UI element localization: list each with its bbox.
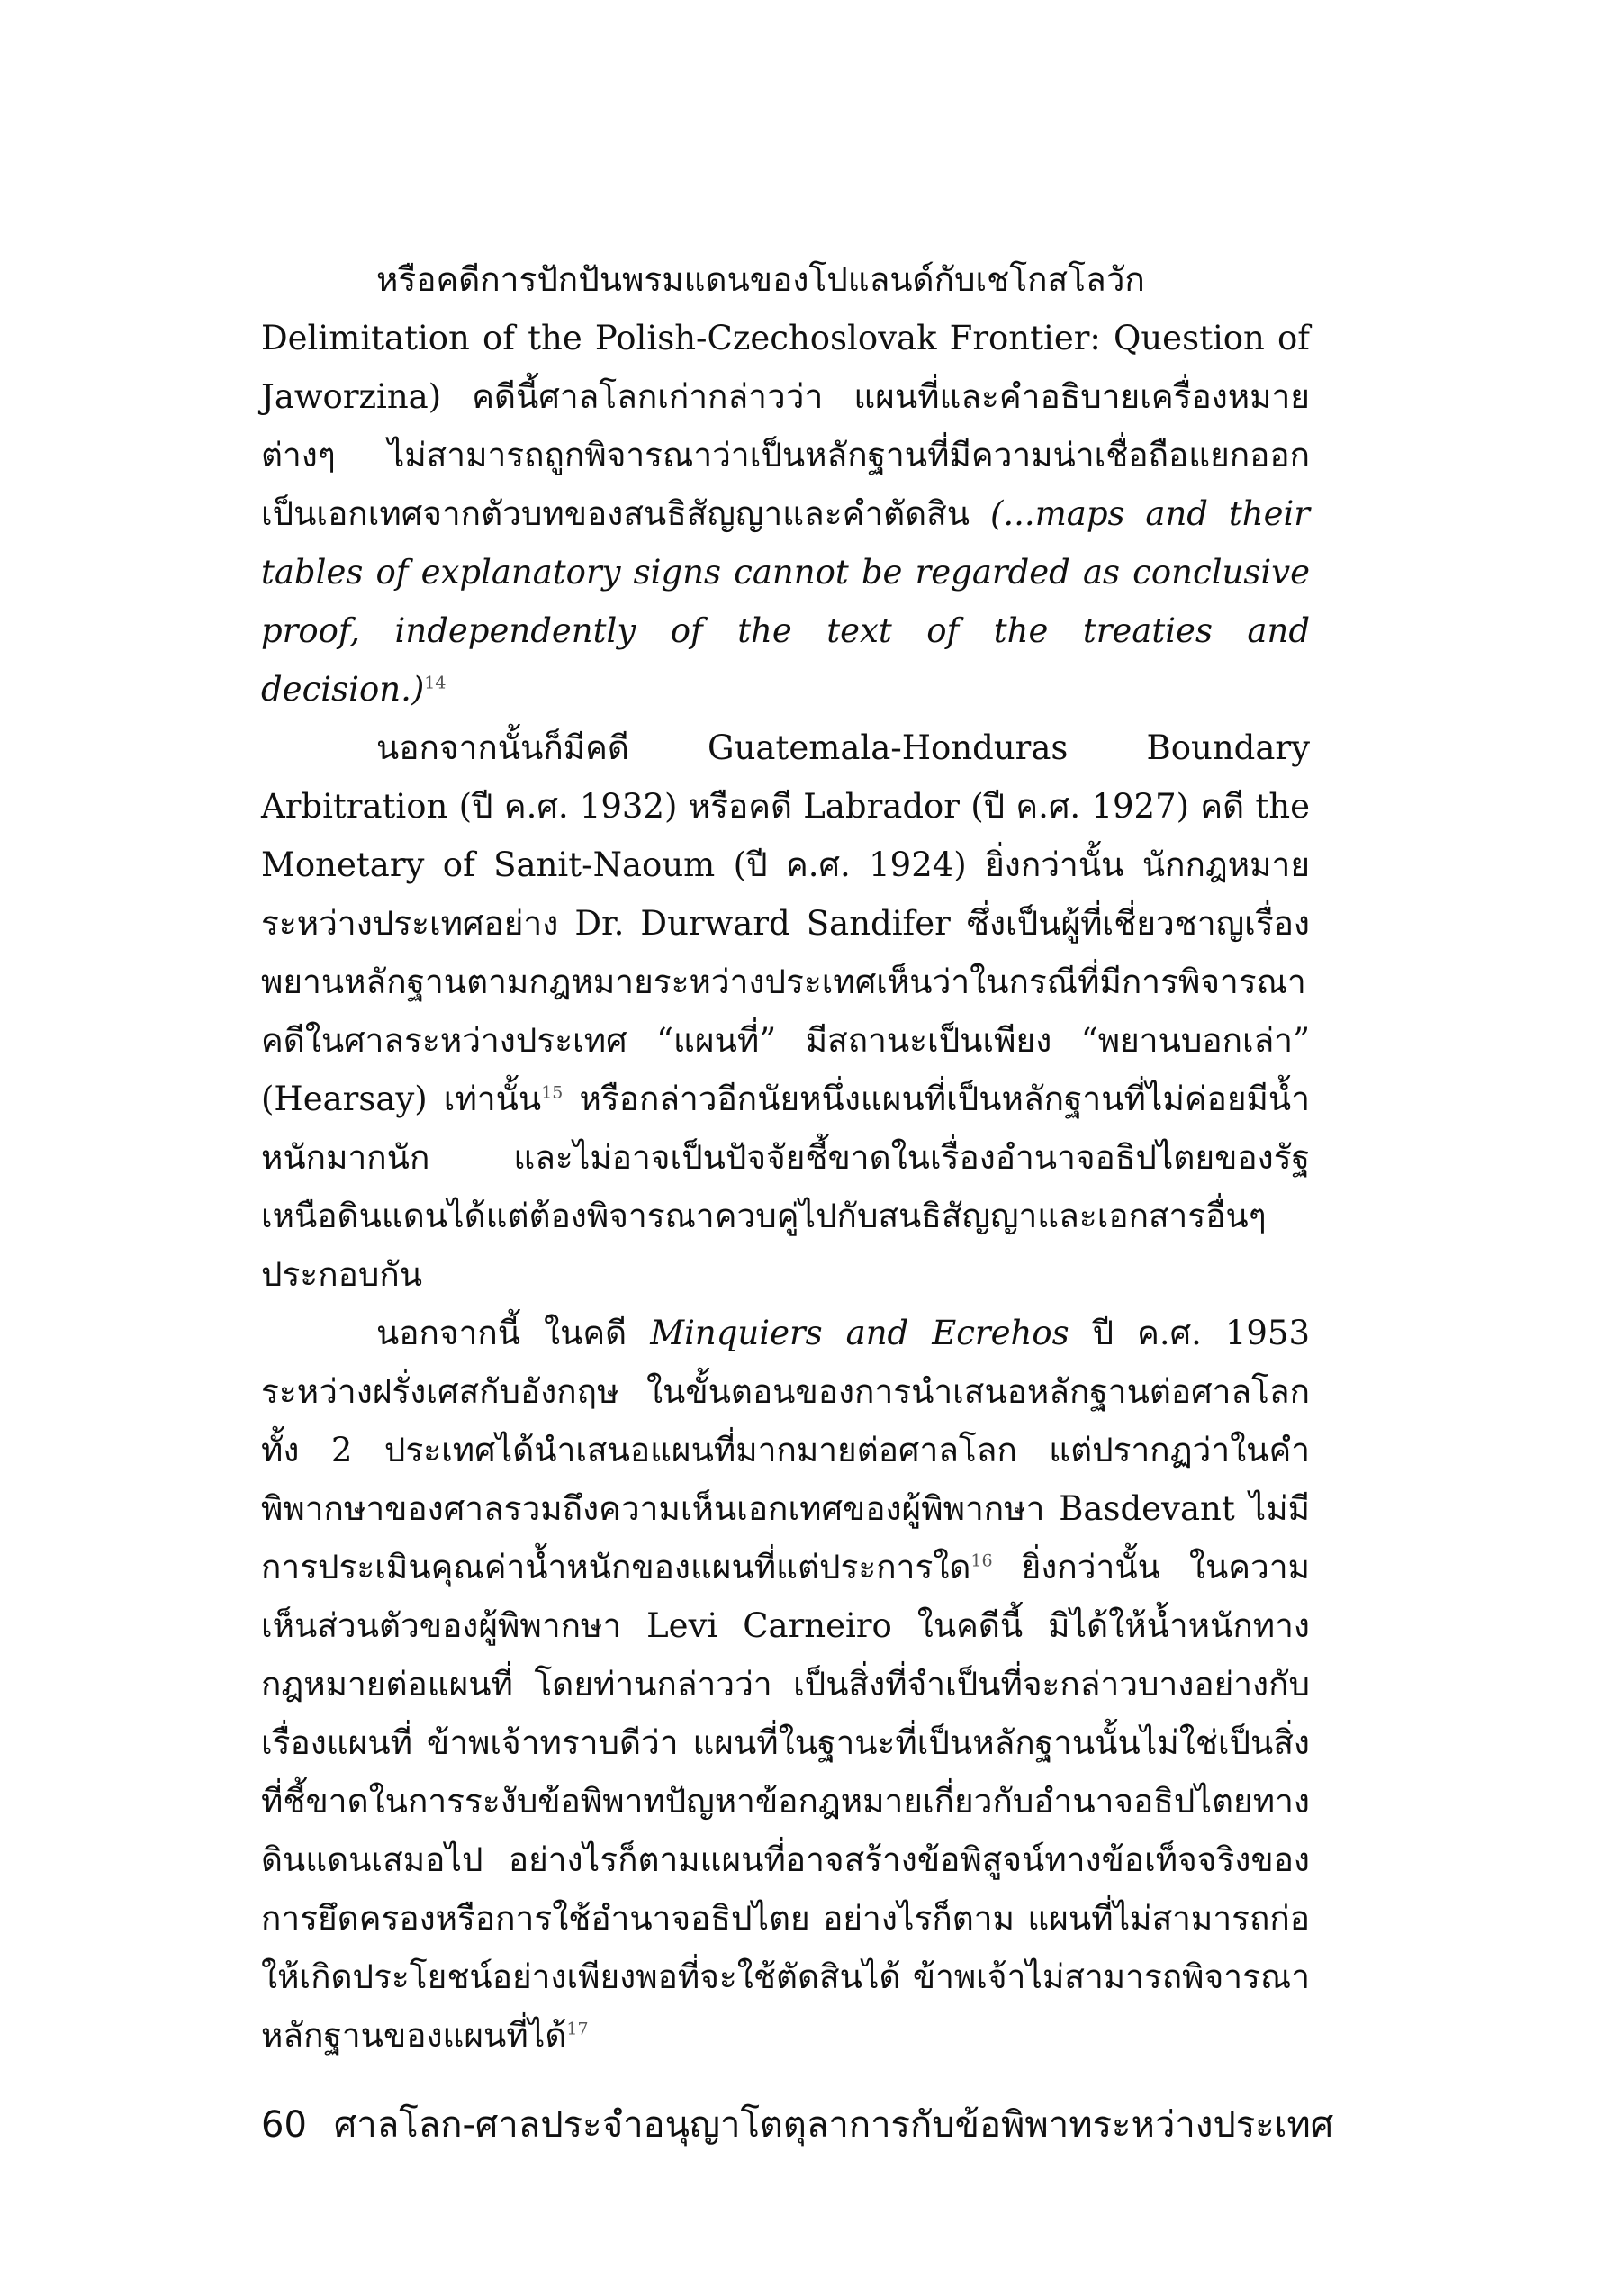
footnote-ref-15: 15 [541, 1082, 564, 1103]
paragraph-text: หรือคดีการปักปันพรมแดนของโปแลนด์กับเชโกสโลวัก Delimitation of the Polish-Czechoslovak Frontier: Question of Jaworzina) คดีนี้ศาลโลกเก่ากล่าวว่า แผนที่และคำอธิบายเครื่องหมายต่างๆ ไม่สามารถถูกพิจารณาว่าเป็นหลักฐานที่มีความน่าเชื่อถือแยกออกเป็นเอกเทศจากตัวบทของสนธิสัญญาและคำตัดสิน [261, 260, 1310, 533]
italic-quote: (...maps and their tables of explanatory signs cannot be regarded as conclusive proof, independently of the text of the treaties and decision.) [261, 494, 1310, 709]
paragraph-text: ปี ค.ศ. 1953 ระหว่างฝรั่งเศสกับอังกฤษ ในขั้นตอนของการนำเสนอหลักฐานต่อศาลโลก ทั้ง 2 ประเทศได้นำเสนอแผนที่มากมายต่อศาลโลก แต่ปรากฏว่าในคำพิพากษาของศาลรวมถึงความเห็นเอกเทศของผู้พิพากษา Basdevant ไม่มีการประเมินคุณค่าน้ำหนักของแผนที่แต่ประการใด [261, 1314, 1310, 1586]
running-title: ศาลโลก-ศาลประจำอนุญาโตตุลาการกับข้อพิพาทระหว่างประเทศ [333, 2104, 1334, 2146]
body-text [261, 250, 1310, 2065]
footnote-ref-14: 14 [424, 673, 447, 693]
paragraph-text: นอกจากนั้นก็มีคดี Guatemala-Honduras Boundary Arbitration (ปี ค.ศ. 1932) หรือคดี Labrador (ปี ค.ศ. 1927) คดี the Monetary of Sanit-Naoum (ปี ค.ศ. 1924) ยิ่งกว่านั้น นักกฎหมายระหว่างประเทศอย่าง Dr. Durward Sandifer ซึ่งเป็นผู้ที่เชี่ยวชาญเรื่องพยานหลักฐานตามกฎหมายระหว่างประเทศเห็นว่าในกรณีที่มีการพิจารณาคดีในศาลระหว่างประเทศ “แผนที่” มีสถานะเป็นเพียง “พยานบอกเล่า” (Hearsay) เท่านั้น [261, 728, 1310, 1118]
footnote-ref-16: 16 [970, 1550, 993, 1571]
paragraph-1 [261, 250, 1310, 719]
paragraph-3 [261, 1304, 1310, 2065]
paragraph-text: ยิ่งกว่านั้น ในความเห็นส่วนตัวของผู้พิพากษา Levi Carneiro ในคดีนี้ มิได้ให้น้ำหนักทางกฎหมายต่อแผนที่ โดยท่านกล่าวว่า เป็นสิ่งที่จำเป็นที่จะกล่าวบางอย่างกับเรื่องแผนที่ ข้าพเจ้าทราบดีว่า แผนที่ในฐานะที่เป็นหลักฐานนั้นไม่ใช่เป็นสิ่งที่ชี้ขาดในการระงับข้อพิพาทปัญหาข้อกฎหมายเกี่ยวกับอำนาจอธิปไตยทางดินแดนเสมอไป อย่างไรก็ตามแผนที่อาจสร้างข้อพิสูจน์ทางข้อเท็จจริงของการยึดครองหรือการใช้อำนาจอธิปไตย อย่างไรก็ตาม แผนที่ไม่สามารถก่อให้เกิดประโยชน์อย่างเพียงพอที่จะใช้ตัดสินได้ ข้าพเจ้าไม่สามารถพิจารณาหลักฐานของแผนที่ได้ [261, 1548, 1310, 2055]
paragraph-text: นอกจากนี้ ในคดี [376, 1314, 651, 1352]
page-footer [261, 2100, 1341, 2150]
page-number: 60 [261, 2104, 307, 2146]
paragraph-text: หรือกล่าวอีกนัยหนึ่งแผนที่เป็นหลักฐานที่ไม่ค่อยมีน้ำหนักมากนัก และไม่อาจเป็นปัจจัยชี้ขาดในเรื่องอำนาจอธิปไตยของรัฐเหนือดินแดนได้แต่ต้องพิจารณาควบคู่ไปกับสนธิสัญญาและเอกสารอื่นๆ ประกอบกัน [261, 1080, 1310, 1294]
footnote-ref-17: 17 [566, 2019, 589, 2039]
case-name-italic: Minquiers and Ecrehos [650, 1314, 1069, 1352]
paragraph-2 [261, 719, 1310, 1304]
